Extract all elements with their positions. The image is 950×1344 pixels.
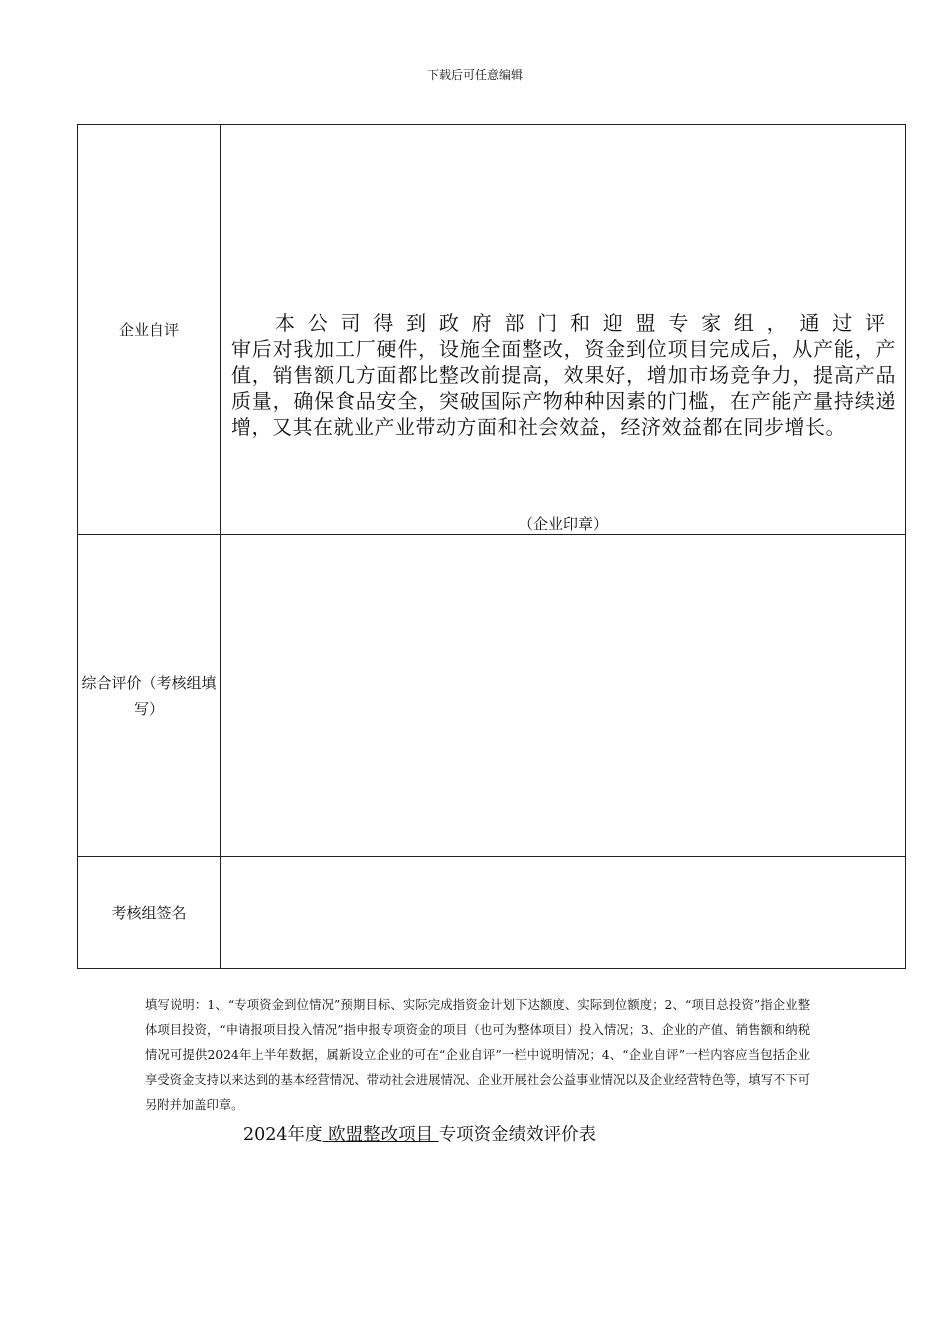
fill-instructions: 填写说明：1、“专项资金到位情况”预期目标、实际完成指资金计划下达额度、实际到位额度；2、“项目总投资”指企业整体项目投资，“申请报项目投入情况”指申报专项资金的项目（也可为整体项目）投入情况；3、企业的产值、销售额和纳税情况可提供2024年上半年数据，属新设立企业的可在“企业自评”一栏中说明情况；4、“企业自评”一栏内容应当包括企业享受资金支持以来达到的基本经营情况、带动社会进展情况、企业开展社会公益事业情况以及企业经营特色等，填写不下可另附并加盖印章。	[145, 998, 810, 1112]
company-seal-label: （企业印章）	[517, 515, 608, 533]
overall-eval-row	[78, 535, 906, 857]
title-year: 2024年度	[243, 1125, 323, 1145]
self-eval-first-line: 本公司得到政府部门和迎盟专家组，通过评	[275, 311, 896, 335]
title-project: 欧盟整改项目	[322, 1125, 439, 1145]
document-title	[243, 1121, 596, 1146]
self-eval-label: 企业自评	[78, 125, 221, 535]
self-eval-text	[231, 310, 896, 440]
signature-label: 考核组签名	[78, 857, 221, 969]
signature-field[interactable]	[221, 857, 906, 969]
signature-row	[78, 857, 906, 969]
header-note: 下载后可任意编辑	[426, 68, 523, 82]
overall-eval-label: 综合评价（考核组填写）	[78, 535, 221, 857]
self-eval-content[interactable]	[221, 125, 906, 535]
self-eval-body: 审后对我加工厂硬件，设施全面整改，资金到位项目完成后，从产能，产值，销售额几方面都比整改前提高，效果好，增加市场竞争力，提高产品质量，确保食品安全，突破国际产物种种因素的门槛，在产能产量持续递增，又其在就业产业带动方面和社会效益，经济效益都在同步增长。	[231, 337, 896, 439]
self-eval-row	[78, 125, 906, 535]
overall-eval-field[interactable]	[221, 535, 906, 857]
evaluation-table	[77, 124, 906, 969]
title-suffix: 专项资金绩效评价表	[438, 1125, 597, 1145]
